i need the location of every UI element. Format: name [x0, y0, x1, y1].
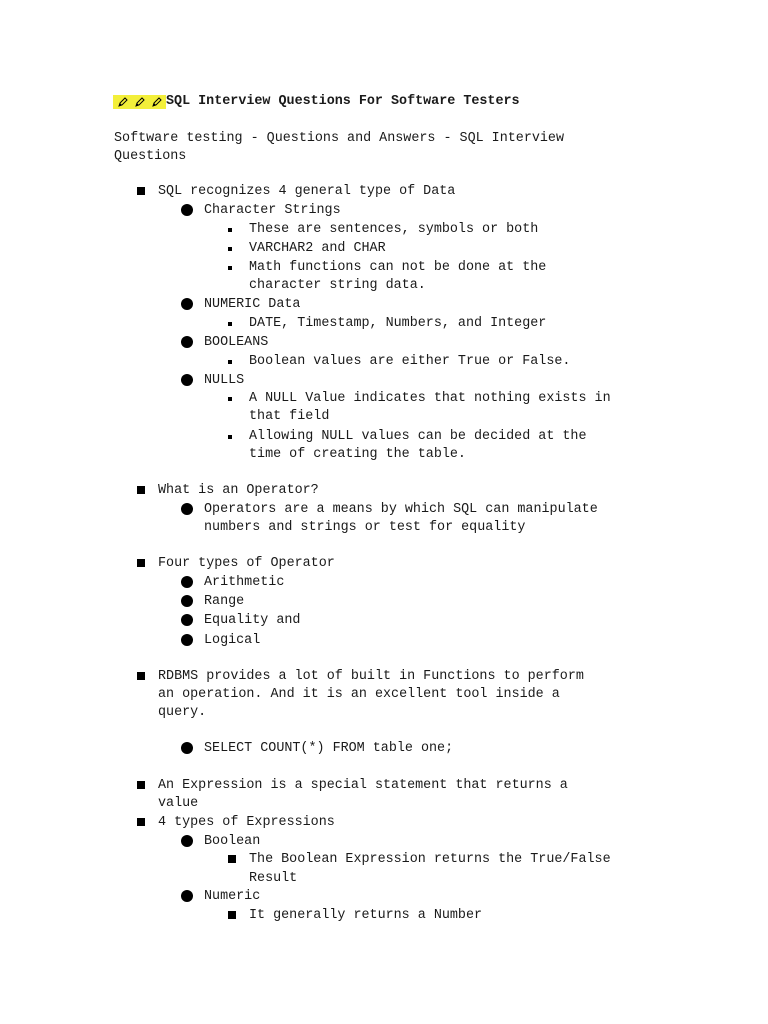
small-square-bullet-icon [228, 435, 232, 439]
list-item: These are sentences, symbols or both [249, 222, 539, 237]
circle-bullet-icon [181, 890, 193, 902]
circle-bullet-icon [181, 614, 193, 626]
list-item: Equality and [204, 613, 301, 628]
circle-bullet-icon [181, 298, 193, 310]
circle-bullet-icon [181, 742, 193, 754]
list-item-character-strings: Character Strings [204, 203, 341, 218]
small-square-bullet-icon [228, 322, 232, 326]
square-bullet-icon [137, 781, 145, 789]
list-item-nulls: NULLS [204, 373, 245, 388]
list-item-booleans: BOOLEANS [204, 335, 269, 350]
circle-bullet-icon [181, 503, 193, 515]
list-item-continuation: that field [249, 409, 330, 424]
small-square-bullet-icon [228, 247, 232, 251]
small-square-bullet-icon [228, 266, 232, 270]
page-subtitle: Software testing - Questions and Answers - SQL Interview Questions [114, 131, 564, 164]
list-item-continuation: time of creating the table. [249, 447, 466, 462]
title-row [113, 94, 520, 109]
list-item-continuation: numbers and strings or test for equality [204, 520, 526, 535]
square-bullet-icon [137, 818, 145, 826]
small-square-bullet-icon [228, 360, 232, 364]
list-item-expression: An Expression is a special statement that returns a [158, 778, 568, 793]
list-item-numeric: Numeric [204, 889, 261, 904]
circle-bullet-icon [181, 634, 193, 646]
circle-bullet-icon [181, 336, 193, 348]
circle-bullet-icon [181, 576, 193, 588]
circle-bullet-icon [181, 835, 193, 847]
list-item-functions: RDBMS provides a lot of built in Functions to perform [158, 669, 584, 684]
list-item-continuation: value [158, 796, 199, 811]
square-bullet-icon [137, 672, 145, 680]
list-item: Math functions can not be done at the [249, 260, 547, 275]
list-item: Boolean values are either True or False. [249, 354, 571, 369]
list-item: Operators are a means by which SQL can manipulate [204, 502, 598, 517]
list-item-continuation: query. [158, 705, 207, 720]
list-item-operator-types: Four types of Operator [158, 556, 335, 571]
list-item-continuation: character string data. [249, 278, 426, 293]
list-item: Arithmetic [204, 575, 285, 590]
list-item-code-example: SELECT COUNT(*) FROM table one; [204, 741, 454, 756]
list-item: Range [204, 594, 245, 609]
pencil-icon [148, 95, 165, 109]
list-item: DATE, Timestamp, Numbers, and Integer [249, 316, 547, 331]
list-item-numeric-data: NUMERIC Data [204, 297, 301, 312]
page-title: SQL Interview Questions For Software Testers [166, 94, 520, 109]
list-item: Allowing NULL values can be decided at the [249, 429, 587, 444]
square-bullet-icon [228, 911, 236, 919]
small-square-bullet-icon [228, 228, 232, 232]
square-bullet-icon [137, 559, 145, 567]
list-item-expression-types: 4 types of Expressions [158, 815, 335, 830]
circle-bullet-icon [181, 204, 193, 216]
circle-bullet-icon [181, 374, 193, 386]
list-item-boolean: Boolean [204, 834, 261, 849]
list-item-operator-question: What is an Operator? [158, 483, 319, 498]
list-item-data-types: SQL recognizes 4 general type of Data [158, 184, 456, 199]
square-bullet-icon [137, 187, 145, 195]
pencil-icon [114, 95, 131, 109]
list-item: A NULL Value indicates that nothing exists in [249, 391, 611, 406]
list-item-continuation: an operation. And it is an excellent tool inside a [158, 687, 560, 702]
list-item: VARCHAR2 and CHAR [249, 241, 386, 256]
list-item-continuation: Result [249, 871, 298, 886]
pencil-icons [113, 95, 166, 109]
list-item: The Boolean Expression returns the True/False [249, 852, 611, 867]
square-bullet-icon [137, 486, 145, 494]
circle-bullet-icon [181, 595, 193, 607]
list-item: It generally returns a Number [249, 908, 483, 923]
square-bullet-icon [228, 855, 236, 863]
small-square-bullet-icon [228, 397, 232, 401]
list-item: Logical [204, 633, 261, 648]
pencil-icon [131, 95, 148, 109]
